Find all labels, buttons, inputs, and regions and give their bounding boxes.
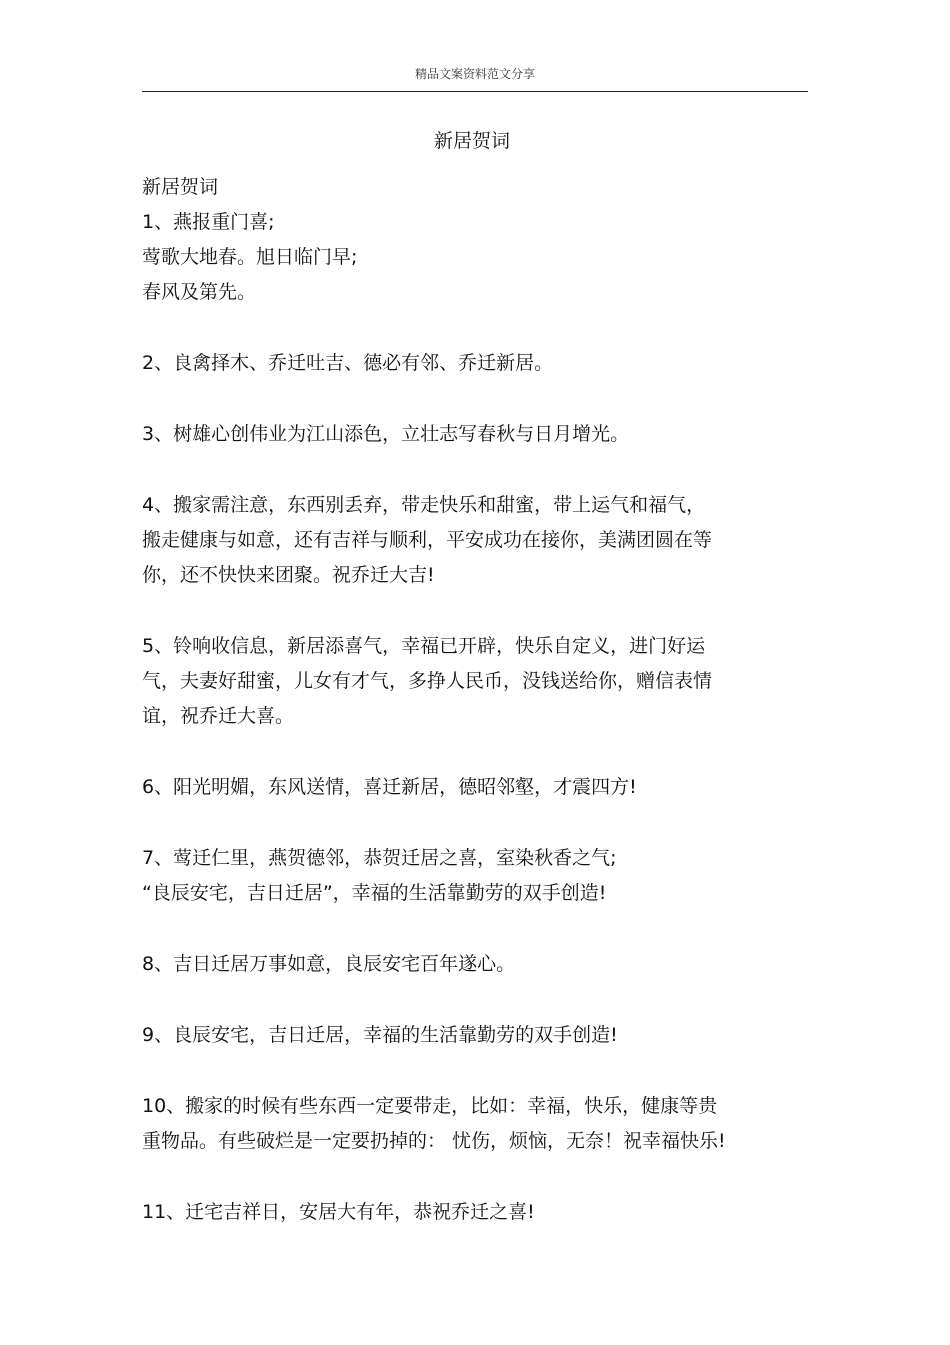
document-title: 新居贺词	[433, 130, 510, 152]
paragraph-line: 重物品。有些破烂是一定要扔掉的： 忧伤，烦恼，无奈！祝幸福快乐!	[142, 1130, 726, 1152]
paragraph-line: 莺歌大地春。旭日临门早;	[142, 246, 358, 268]
paragraph-5	[142, 629, 802, 734]
paragraph-8	[142, 947, 802, 982]
document-body	[142, 170, 802, 1266]
paragraph-6	[142, 770, 802, 805]
paragraph-7	[142, 841, 802, 911]
paragraph-line: 谊，祝乔迁大喜。	[142, 705, 295, 727]
paragraph-9	[142, 1018, 802, 1053]
paragraph-line: 2、良禽择木、乔迁吐吉、德必有邻、乔迁新居。	[142, 352, 554, 374]
paragraph-line: 8、吉日迁居万事如意，良辰安宅百年遂心。	[142, 953, 516, 975]
header-divider	[142, 91, 808, 92]
paragraph-10	[142, 1089, 802, 1159]
paragraph-11	[142, 1195, 802, 1230]
paragraph-1	[142, 170, 802, 310]
paragraph-3	[142, 417, 802, 452]
paragraph-line: “良辰安宅，吉日迁居”，幸福的生活靠勤劳的双手创造!	[142, 882, 607, 904]
paragraph-line: 11、迁宅吉祥日，安居大有年，恭祝乔迁之喜!	[142, 1201, 535, 1223]
paragraph-line: 7、莺迁仁里，燕贺德邻，恭贺迁居之喜，室染秋香之气;	[142, 847, 617, 869]
paragraph-line: 你，还不快快来团聚。祝乔迁大吉!	[142, 564, 435, 586]
paragraph-line: 春风及第先。	[142, 281, 257, 303]
paragraph-line: 4、搬家需注意，东西别丢弃，带走快乐和甜蜜，带上运气和福气，	[142, 494, 706, 516]
paragraph-line: 10、搬家的时候有些东西一定要带走，比如：幸福，快乐，健康等贵	[142, 1095, 718, 1117]
paragraph-4	[142, 488, 802, 593]
paragraph-line: 5、铃响收信息，新居添喜气，幸福已开辟，快乐自定义，进门好运	[142, 635, 706, 657]
paragraph-line: 搬走健康与如意，还有吉祥与顺利，平安成功在接你，美满团圆在等	[142, 529, 713, 551]
paragraph-line: 9、良辰安宅，吉日迁居，幸福的生活靠勤劳的双手创造!	[142, 1024, 618, 1046]
paragraph-line: 1、燕报重门喜;	[142, 211, 275, 233]
paragraph-2	[142, 346, 802, 381]
paragraph-line: 气，夫妻好甜蜜，儿女有才气，多挣人民币，没钱送给你，赠信表情	[142, 670, 713, 692]
page-header: 精品文案资料范文分享	[414, 67, 535, 81]
paragraph-line: 新居贺词	[142, 176, 219, 198]
paragraph-line: 6、阳光明媚，东风送情，喜迁新居，德昭邻壑，才震四方!	[142, 776, 637, 798]
paragraph-line: 3、树雄心创伟业为江山添色，立壮志写春秋与日月增光。	[142, 423, 630, 445]
